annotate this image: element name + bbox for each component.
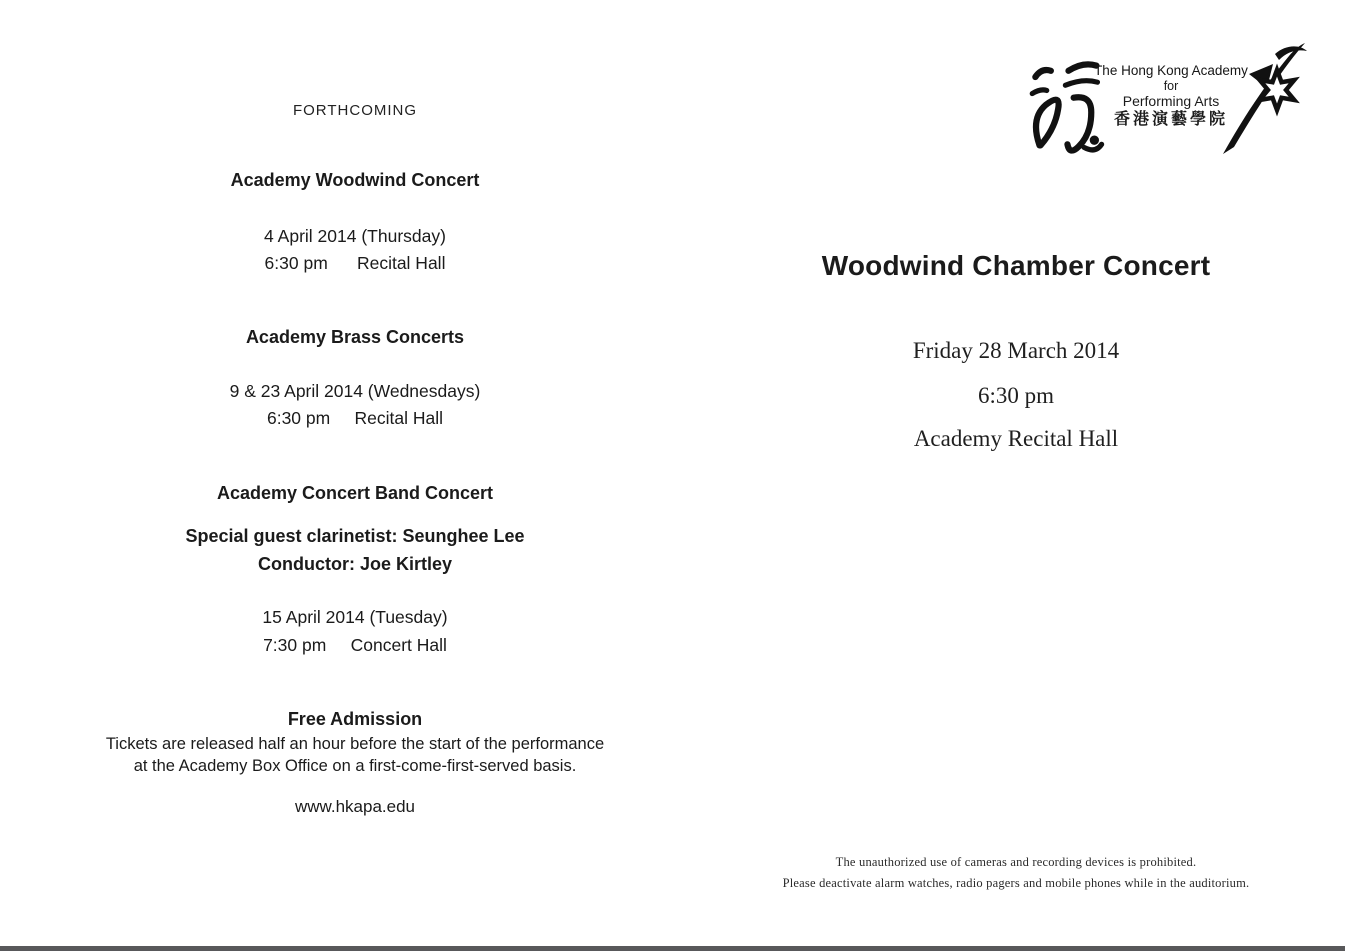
website-url: www.hkapa.edu — [294, 797, 416, 816]
event-title-brass: Academy Brass Concerts — [245, 327, 465, 347]
logo-chinese-name: 香港演藝學院 — [1113, 111, 1228, 128]
logo-name-line-1: The Hong Kong Academy — [1094, 63, 1248, 78]
forthcoming-heading: FORTHCOMING — [292, 102, 418, 119]
event-time-venue: 6:30 pm Recital Hall — [264, 253, 446, 273]
event-date: 4 April 2014 (Thursday) — [264, 226, 446, 246]
concert-title: Woodwind Chamber Concert — [821, 250, 1211, 281]
event-title-woodwind: Academy Woodwind Concert — [230, 170, 480, 190]
event-title-concert-band: Academy Concert Band Concert — [216, 483, 494, 503]
concert-venue: Academy Recital Hall — [913, 426, 1119, 451]
ticket-info-line-2: at the Academy Box Office on a first-come-first-served basis. — [133, 757, 577, 775]
logo-name-line-2: for — [1163, 78, 1179, 93]
concert-date: Friday 28 March 2014 — [912, 338, 1120, 363]
logo-star-icon — [1217, 42, 1312, 157]
logo-name-line-3: Performing Arts — [1122, 93, 1220, 109]
notice-line-2: Please deactivate alarm watches, radio pagers and mobile phones while in the auditorium. — [782, 876, 1250, 890]
event-time-venue: 7:30 pm Concert Hall — [263, 635, 447, 655]
event-time-venue: 6:30 pm Recital Hall — [266, 408, 444, 428]
free-admission-heading: Free Admission — [287, 709, 423, 729]
bottom-edge-bar — [0, 946, 1345, 951]
ticket-info-line-1: Tickets are released half an hour before the start of the performance — [105, 735, 605, 753]
notice-line-1: The unauthorized use of cameras and recording devices is prohibited. — [835, 855, 1197, 869]
event-date: 9 & 23 April 2014 (Wednesdays) — [229, 381, 481, 401]
conductor-line: Conductor: Joe Kirtley — [257, 554, 453, 574]
event-date: 15 April 2014 (Tuesday) — [262, 607, 448, 627]
concert-time: 6:30 pm — [977, 383, 1055, 408]
guest-artist-line: Special guest clarinetist: Seunghee Lee — [185, 526, 525, 546]
academy-logo — [1025, 42, 1310, 160]
